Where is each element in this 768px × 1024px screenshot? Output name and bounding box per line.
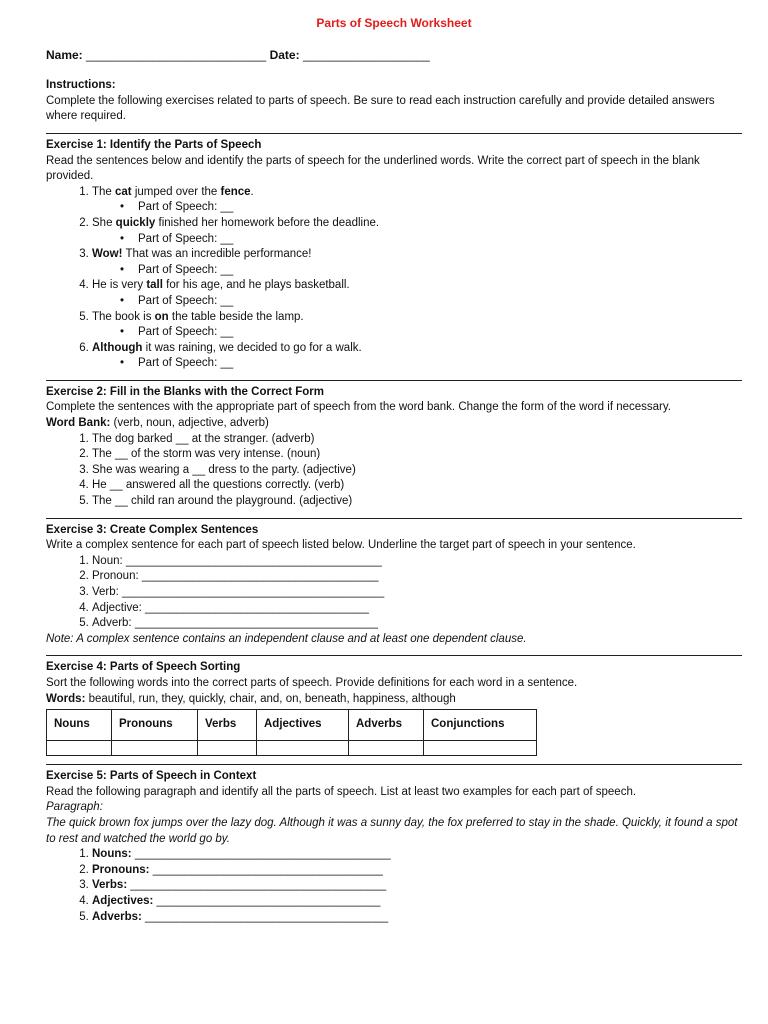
exercise2-item: 3. She was wearing a __ dress to the party. (adjective) <box>92 463 742 479</box>
exercise4-text: Sort the following words into the correct parts of speech. Provide definitions for each word in a sentence. <box>46 676 578 689</box>
paragraph-text: The quick brown fox jumps over the lazy dog. Although it was a sunny day, the fox preferred to stay in the shade. Quickly, it found a spot to rest and watched the world go by. <box>46 816 738 845</box>
paragraph-label: Paragraph: <box>46 801 103 814</box>
section-divider <box>46 380 742 381</box>
exercise1-item: 6. Although it was raining, we decided to go for a walk. • Part of Speech: __ <box>92 341 742 372</box>
column-header-adjectives: Adjectives <box>257 710 349 741</box>
words-line: Words: beautiful, run, they, quickly, chair, and, on, beneath, happiness, although <box>46 692 456 705</box>
exercise3-item[interactable]: 2. Pronoun: _____________________________________ <box>92 569 742 585</box>
exercise3-item[interactable]: 3. Verb: _________________________________________ <box>92 585 742 601</box>
exercise2-item: 2. The __ of the storm was very intense. (noun) <box>92 447 742 463</box>
exercise5-heading: Exercise 5: Parts of Speech in Context <box>46 770 257 783</box>
table-cell[interactable] <box>198 741 257 756</box>
table-cell[interactable] <box>257 741 349 756</box>
name-label: Name: <box>46 47 83 62</box>
section-divider <box>46 655 742 656</box>
exercise3-list <box>46 554 742 632</box>
answer-blank[interactable]: • Part of Speech: __ <box>120 232 742 248</box>
exercise5-list <box>46 847 742 925</box>
exercise5-item[interactable]: 5. Adverbs: ______________________________________ <box>92 910 742 926</box>
table-row <box>47 741 537 756</box>
section-divider <box>46 133 742 134</box>
table-cell[interactable] <box>349 741 424 756</box>
exercise2-list <box>46 432 742 510</box>
exercise5-item[interactable]: 3. Verbs: ________________________________________ <box>92 878 742 894</box>
exercise2-heading: Exercise 2: Fill in the Blanks with the Correct Form <box>46 385 324 398</box>
exercise5-item[interactable]: 2. Pronouns: ____________________________________ <box>92 863 742 879</box>
exercise1-item: 3. Wow! That was an incredible performance! • Part of Speech: __ <box>92 247 742 278</box>
answer-blank[interactable]: • Part of Speech: __ <box>120 200 742 216</box>
worksheet-title: Parts of Speech Worksheet <box>316 16 472 30</box>
exercise1-heading: Exercise 1: Identify the Parts of Speech <box>46 138 262 151</box>
exercise3-item[interactable]: 4. Adjective: ___________________________________ <box>92 601 742 617</box>
column-header-pronouns: Pronouns <box>112 710 198 741</box>
exercise2-item: 1. The dog barked __ at the stranger. (adverb) <box>92 432 742 448</box>
worksheet-page <box>46 14 742 925</box>
exercise3-item[interactable]: 1. Noun: ________________________________________ <box>92 554 742 570</box>
date-blank[interactable]: ___________________ <box>302 47 430 62</box>
exercise5-item[interactable]: 1. Nouns: ________________________________________ <box>92 847 742 863</box>
exercise1-list <box>46 185 742 372</box>
column-header-adverbs: Adverbs <box>349 710 424 741</box>
exercise1-item: 1. The cat jumped over the fence. • Part of Speech: __ <box>92 185 742 216</box>
sorting-table <box>46 709 537 756</box>
exercise3-text: Write a complex sentence for each part of speech listed below. Underline the target part of speech in your sentence. <box>46 539 636 552</box>
instructions-text: Complete the following exercises related to parts of speech. Be sure to read each instruction carefully and provide detailed answers where required. <box>46 94 715 123</box>
word-bank: Word Bank: (verb, noun, adjective, adverb) <box>46 417 269 430</box>
date-label: Date: <box>269 47 300 62</box>
column-header-conjunctions: Conjunctions <box>424 710 537 741</box>
exercise5-text: Read the following paragraph and identify all the parts of speech. List at least two examples for each part of speech. <box>46 785 637 798</box>
exercise3-note: Note: A complex sentence contains an independent clause and at least one dependent clause. <box>46 632 527 645</box>
exercise2-text: Complete the sentences with the appropriate part of speech from the word bank. Change the form of the word if necessary. <box>46 401 671 414</box>
exercise5-item[interactable]: 4. Adjectives: ___________________________________ <box>92 894 742 910</box>
table-cell[interactable] <box>112 741 198 756</box>
answer-blank[interactable]: • Part of Speech: __ <box>120 263 742 279</box>
section-divider <box>46 764 742 765</box>
table-cell[interactable] <box>47 741 112 756</box>
name-blank[interactable]: ___________________________ <box>86 47 267 62</box>
section-divider <box>46 518 742 519</box>
column-header-verbs: Verbs <box>198 710 257 741</box>
name-date-line <box>46 48 742 64</box>
answer-blank[interactable]: • Part of Speech: __ <box>120 294 742 310</box>
exercise1-item: 5. The book is on the table beside the lamp. • Part of Speech: __ <box>92 310 742 341</box>
table-cell[interactable] <box>424 741 537 756</box>
instructions-heading: Instructions: <box>46 79 116 92</box>
exercise2-item: 5. The __ child ran around the playground. (adjective) <box>92 494 742 510</box>
table-header-row <box>47 710 537 741</box>
exercise1-item: 4. He is very tall for his age, and he plays basketball. • Part of Speech: __ <box>92 278 742 309</box>
exercise3-heading: Exercise 3: Create Complex Sentences <box>46 523 259 536</box>
answer-blank[interactable]: • Part of Speech: __ <box>120 325 742 341</box>
answer-blank[interactable]: • Part of Speech: __ <box>120 356 742 372</box>
exercise1-text: Read the sentences below and identify the parts of speech for the underlined words. Write the correct part of speech in the blank provided. <box>46 154 700 183</box>
exercise4-heading: Exercise 4: Parts of Speech Sorting <box>46 661 241 674</box>
column-header-nouns: Nouns <box>47 710 112 741</box>
exercise2-item: 4. He __ answered all the questions correctly. (verb) <box>92 478 742 494</box>
exercise3-item[interactable]: 5. Adverb: ______________________________________ <box>92 616 742 632</box>
exercise1-item: 2. She quickly finished her homework before the deadline. • Part of Speech: __ <box>92 216 742 247</box>
